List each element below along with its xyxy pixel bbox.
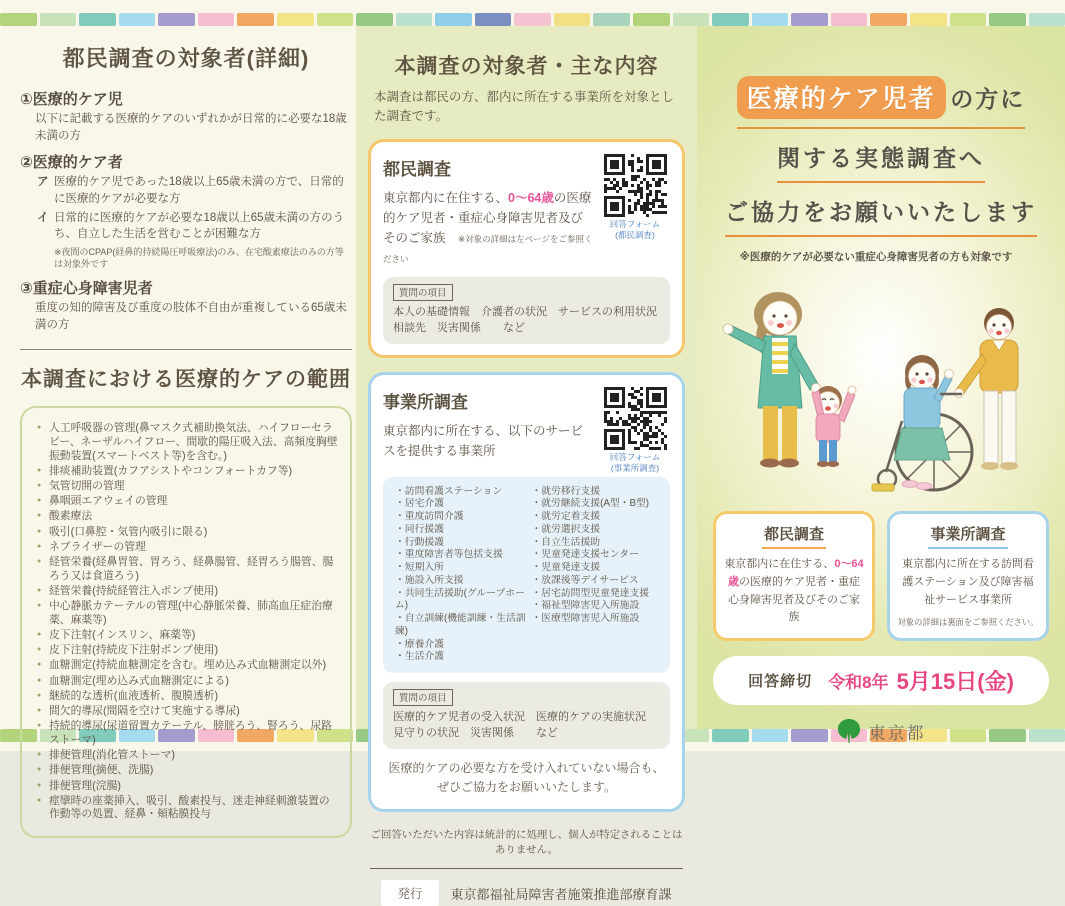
deco-swatch	[712, 13, 749, 26]
cover-title-line1-rest: の方に	[950, 86, 1026, 112]
mother-figure	[723, 292, 821, 468]
deco-swatch	[158, 13, 195, 26]
list-item: ● 経管栄養(経鼻胃管、胃ろう、経鼻腸管、経胃ろう腸管、腸ろう又は食道ろう)	[37, 556, 340, 583]
tomin-box-title: 都民調査	[383, 159, 451, 179]
cover-jigyosho-note: 対象の詳細は裏面をご参照ください。	[897, 617, 1039, 628]
cover-title-highlight: 医療的ケア児者	[737, 76, 946, 119]
deco-swatch	[514, 13, 551, 26]
services-list-box	[383, 477, 670, 673]
qr-caption-line2: (都民調査)	[615, 230, 655, 241]
section-divider	[20, 349, 352, 350]
publisher-row	[368, 880, 685, 906]
list-item: ● 血糖測定(埋め込み式血糖測定による)	[37, 675, 340, 689]
target-item-2-sub-a	[37, 174, 352, 207]
cover-tomin-title: 都民調査	[762, 523, 826, 549]
deco-swatch	[0, 13, 37, 26]
cover-title	[697, 76, 1065, 264]
qr-block-tomin	[600, 154, 670, 242]
panel-cover	[697, 26, 1065, 743]
cover-jigyosho-title: 事業所調査	[928, 523, 1007, 549]
list-item: ● 中心静脈カテーテルの管理(中心静脈栄養、肺高血圧症治療薬、麻薬等)	[37, 600, 340, 627]
sub-i-text: 日常的に医療的ケアが必要な18歳以上65歳未満の方のうち、自立した生活を営むことが困難な方	[54, 211, 345, 241]
deco-swatch	[673, 13, 710, 26]
list-item: ● 吸引(口鼻腔・気管内吸引に限る)	[37, 526, 340, 540]
list-item: ・ 就労移行支援	[532, 486, 669, 499]
deadline-date: 5月15日(金)	[896, 669, 1014, 695]
deco-swatch	[396, 13, 433, 26]
deco-swatch	[277, 13, 314, 26]
qr-caption-line2: (事業所調査)	[610, 463, 660, 474]
list-item: ● 排痰補助装置(カフアシストやコンフォートカフ等)	[37, 465, 340, 479]
target-item-3-body: 重度の知的障害及び重度の肢体不自由が重複している65歳未満の方	[35, 302, 347, 331]
cover-summary-boxes	[697, 511, 1065, 641]
tokyo-logo-row	[697, 718, 1065, 744]
list-item: ・ 就労選択支援	[532, 524, 669, 537]
qr-caption-line1: 回答フォーム	[609, 218, 661, 229]
list-item: ・ 居宅介護	[395, 498, 532, 511]
list-item: ● 排便管理(浣腸)	[37, 780, 340, 794]
list-item: ・ 生活介護	[395, 651, 532, 664]
services-column-2	[532, 486, 669, 664]
publisher-divider	[370, 868, 683, 869]
list-item: ● 血糖測定(持続血糖測定を含む。埋め込み式血糖測定以外)	[37, 659, 340, 673]
list-item: ● 継続的な透析(血液透析、腹膜透析)	[37, 690, 340, 704]
kana-label: イ	[37, 211, 49, 224]
jigyosho-box-title: 事業所調査	[383, 392, 468, 412]
list-item: ● 鼻咽頭エアウェイの管理	[37, 495, 340, 509]
wheelchair-woman-figure	[872, 355, 972, 491]
panel-survey-target-details	[20, 42, 352, 838]
qr-code-tomin-icon	[604, 154, 667, 217]
body-pre: 東京都内に在住する、	[724, 558, 835, 570]
target-item-1-body: 以下に記載する医療的ケアのいずれかが日常的に必要な18歳未満の方	[35, 113, 347, 142]
scope-title: 本調査における医療的ケアの範囲	[21, 367, 351, 391]
jigyosho-questions-box	[383, 682, 670, 749]
qr-code-jigyosho-icon	[604, 387, 667, 450]
deco-swatch	[633, 13, 670, 26]
panel-survey-overview	[356, 26, 697, 902]
deco-swatch	[910, 13, 947, 26]
questions-line: 見守りの状況 災害関係 など	[393, 727, 558, 740]
deadline-pill	[713, 656, 1049, 705]
list-item: ・ 重度障害者等包括支援	[395, 549, 532, 562]
target-item-2-heading: ②医療的ケア者	[20, 154, 123, 172]
qr-block-jigyosho	[600, 387, 670, 475]
body-post: の医療的ケア児者・重症心身障害児者及びそのご家族	[728, 575, 860, 624]
cover-title-note: ※医療的ケアが必要ない重症心身障害児者の方も対象です	[739, 251, 1013, 263]
kana-label: ア	[37, 176, 49, 189]
list-item: ・ 放課後等デイサービス	[532, 575, 669, 588]
target-item-3-heading: ③重症心身障害児者	[20, 280, 153, 298]
list-item: ・ 療養介護	[395, 639, 532, 652]
list-item: ・ 自立訓練(機能訓練・生活訓練)	[395, 613, 532, 638]
medical-care-scope-box	[20, 406, 352, 838]
list-item: ・ 施設入所支援	[395, 575, 532, 588]
participation-appeal	[383, 759, 670, 796]
questions-label: 質問の項目	[393, 689, 453, 706]
questions-line: 医療的ケア児者の受入状況 医療的ケアの実施状況	[393, 710, 646, 723]
list-item: ・ 居宅訪問型児童発達支援	[532, 588, 669, 601]
list-item: ● 人工呼吸器の管理(鼻マスク式補助換気法、ハイフローセラピー、ネーザルハイフロー、間歇的陽圧吸入法、高頻度胸壁振動装置(スマートベスト等)を含む。)	[37, 422, 340, 463]
questions-line: 相談先 災害関係 など	[393, 322, 525, 335]
list-item: ● 気管切開の管理	[37, 480, 340, 494]
cover-jigyosho-body: 東京都内に所在する訪問看護ステーション及び障害福祉サービス事業所	[902, 558, 1034, 606]
deco-swatch	[475, 13, 512, 26]
deco-swatch	[989, 13, 1026, 26]
list-item: ・ 共同生活援助(グループホーム)	[395, 588, 532, 613]
cover-title-line3: ご協力をお願いいたします	[725, 194, 1037, 237]
deco-swatch	[831, 13, 868, 26]
target-item-1-heading: ①医療的ケア児	[20, 91, 123, 108]
list-item: ・ 短期入所	[395, 562, 532, 575]
cover-title-line2: 関する実態調査へ	[777, 140, 985, 183]
cover-jigyosho-box	[887, 511, 1049, 641]
deco-swatch	[791, 13, 828, 26]
age-range-highlight: 0〜64歳	[728, 558, 864, 588]
decorative-border-top	[0, 13, 1065, 26]
deco-swatch	[870, 13, 907, 26]
qr-caption-tomin	[600, 219, 670, 242]
body-pre: 東京都内に在住する、	[383, 190, 509, 205]
deco-swatch	[593, 13, 630, 26]
publisher-name: 東京都福祉局障害者施策推進部療育課	[450, 886, 672, 902]
jigyosho-box-body: 東京都内に所在する、以下のサービスを提供する事業所	[383, 423, 584, 458]
tomin-questions-box	[383, 277, 670, 344]
list-item: ・ 重度訪問介護	[395, 511, 532, 524]
family-illustration	[716, 276, 1046, 498]
list-item: ● 経管栄養(持続経管注入ポンプ使用)	[37, 585, 340, 599]
deco-swatch	[950, 13, 987, 26]
deco-swatch	[40, 13, 77, 26]
target-item-2-sub-i	[37, 210, 352, 243]
deco-swatch	[237, 13, 274, 26]
publisher-label: 発行	[381, 880, 438, 906]
deadline-label: 回答締切	[748, 673, 813, 691]
list-item: ・ 就労定着支援	[532, 511, 669, 524]
list-item: ・ 行動援護	[395, 537, 532, 550]
qr-caption-line1: 回答フォーム	[609, 451, 661, 462]
deco-swatch	[435, 13, 472, 26]
left-panel-title: 都民調査の対象者(詳細)	[62, 46, 310, 71]
privacy-note: ご回答いただいた内容は統計的に処理し、個人が特定されることはありません。	[370, 830, 683, 857]
illustration-wrap	[697, 276, 1065, 503]
list-item: ● 皮下注射(持続皮下注射ポンプ使用)	[37, 644, 340, 658]
body-post: の医療的ケア児者・重症心身障害児者及びそのご家族	[383, 190, 592, 245]
list-item: ・ 児童発達支援センター	[532, 549, 669, 562]
deco-swatch	[1029, 13, 1065, 26]
man-figure	[940, 308, 1018, 470]
medical-care-scope-list	[37, 422, 340, 822]
list-item: ● 排便管理(消化管ストーマ)	[37, 749, 340, 763]
list-item: ● 持続的導尿(尿道留置カテーテル、膀胱ろう、腎ろう、尿路ストーマ)	[37, 720, 340, 747]
deco-swatch	[119, 13, 156, 26]
tokyo-logo-text: 東京都	[868, 723, 926, 743]
cover-tomin-body	[723, 556, 865, 627]
appeal-line1: 医療的ケアの必要な方を受け入れていない場合も、	[388, 760, 665, 775]
tokyo-metropolitan-logo-icon	[837, 718, 861, 744]
list-item: ・ 同行援護	[395, 524, 532, 537]
survey-intro: 本調査は都民の方、都内に所在する事業所を対象とした調査です。	[374, 90, 675, 124]
cover-tomin-box	[713, 511, 875, 641]
list-item: ・ 就労継続支援(A型・B型)	[532, 498, 669, 511]
services-column-1	[395, 486, 532, 664]
tomin-survey-box	[368, 139, 685, 358]
list-item: ● 皮下注射(インスリン、麻薬等)	[37, 629, 340, 643]
cover-title-line1	[737, 76, 1025, 129]
deco-swatch	[198, 13, 235, 26]
list-item: ・ 児童発達支援	[532, 562, 669, 575]
tomin-box-note: ※対象の詳細は左ページをご参照ください	[383, 233, 593, 264]
deco-swatch	[554, 13, 591, 26]
list-item: ・ 訪問看護ステーション	[395, 486, 532, 499]
list-item: ● 痙攣時の座薬挿入、吸引、酸素投与、迷走神経刺激装置の作動等の処置、経鼻・頬粘膜投与	[37, 795, 340, 822]
cpap-exclusion-note: ※夜間のCPAP(経鼻的持続陽圧呼吸療法)のみ、在宅酸素療法のみの方等は対象外です	[54, 247, 344, 270]
age-range-highlight: 0〜64歳	[508, 190, 554, 205]
deco-swatch	[752, 13, 789, 26]
questions-line: 本人の基礎情報 介護者の状況 サービスの利用状況	[393, 305, 657, 318]
deadline-era: 令和8年	[828, 673, 889, 693]
list-item: ● 間欠的導尿(間隔を空けて実施する導尿)	[37, 705, 340, 719]
appeal-line2: ぜひご協力をお願いいたします。	[436, 779, 617, 794]
deco-swatch	[317, 13, 354, 26]
child-figure	[812, 386, 856, 467]
list-item: ● 排便管理(摘便、洗腸)	[37, 764, 340, 778]
middle-panel-title: 本調査の対象者・主な内容	[394, 55, 659, 78]
sub-a-text: 医療的ケア児であった18歳以上65歳未満の方で、日常的に医療的ケアが必要な方	[54, 176, 344, 206]
qr-caption-jigyosho	[600, 452, 670, 475]
questions-label: 質問の項目	[393, 284, 453, 301]
deco-swatch	[356, 13, 393, 26]
deco-swatch	[79, 13, 116, 26]
list-item: ・ 医療型障害児入所施設	[532, 613, 669, 626]
list-item: ・ 福祉型障害児入所施設	[532, 600, 669, 613]
list-item: ・ 自立生活援助	[532, 537, 669, 550]
jigyosho-survey-box	[368, 372, 685, 812]
list-item: ● ネブライザーの管理	[37, 541, 340, 555]
list-item: ● 酸素療法	[37, 510, 340, 524]
